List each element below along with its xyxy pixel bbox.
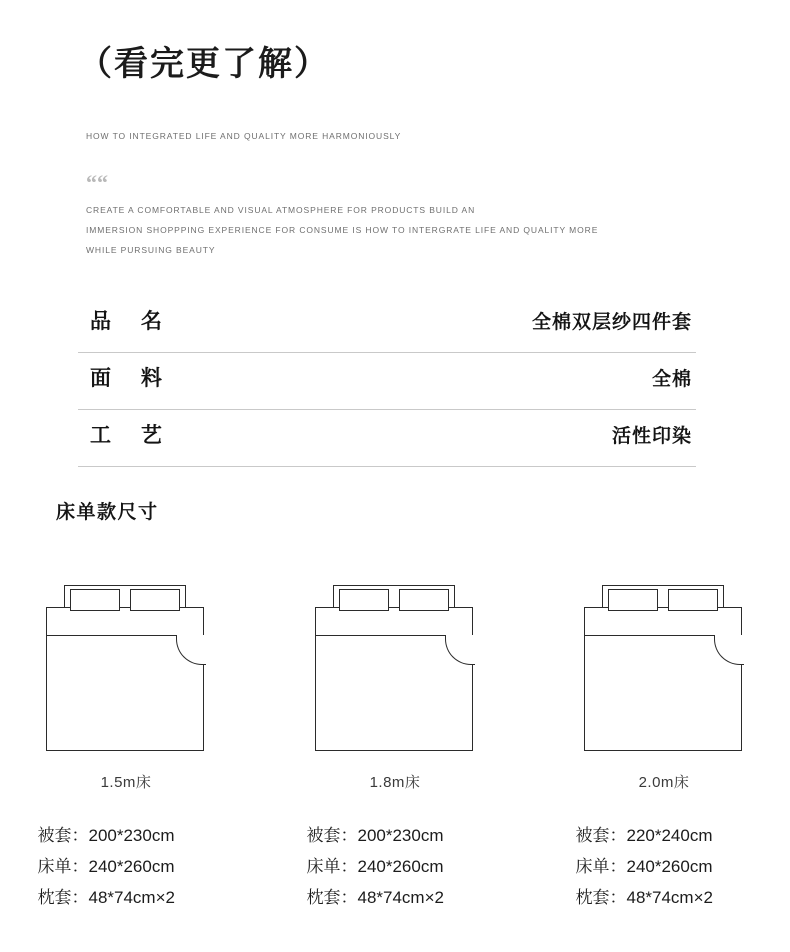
table-row bbox=[78, 296, 696, 353]
pillow-left-shape bbox=[70, 589, 120, 611]
table-row bbox=[78, 353, 696, 410]
bed-spec-line: 床单：240*260cm bbox=[575, 857, 713, 876]
spec-label: 工 艺 bbox=[90, 424, 174, 447]
spec-value: 全棉双层纱四件套 bbox=[531, 312, 692, 333]
sizes-section-title: 床单款尺寸 bbox=[56, 502, 159, 523]
bed-illustration-icon bbox=[46, 575, 206, 755]
quote-line: IMMERSION SHOPPPING EXPERIENCE FOR CONSUME IS HOW TO INTERGRATE LIFE AND QUALITY MORE bbox=[86, 225, 599, 235]
bed-illustration-icon bbox=[315, 575, 475, 755]
pillow-right-shape bbox=[668, 589, 718, 611]
table-row bbox=[78, 410, 696, 467]
bed-size-list bbox=[0, 575, 790, 913]
page-title: （看完更了解） bbox=[78, 45, 330, 83]
pillow-right-shape bbox=[130, 589, 180, 611]
list-item bbox=[34, 575, 219, 913]
page-subtitle-english: HOW TO INTEGRATED LIFE AND QUALITY MORE HARMONIOUSLY bbox=[86, 131, 402, 141]
bed-spec-line: 被套：200*230cm bbox=[37, 826, 175, 845]
pillow-left-shape bbox=[339, 589, 389, 611]
bed-spec-line: 枕套：48*74cm×2 bbox=[306, 888, 444, 907]
pillow-right-shape bbox=[399, 589, 449, 611]
spec-value: 活性印染 bbox=[611, 426, 692, 447]
list-item bbox=[572, 575, 757, 913]
spec-label: 品 名 bbox=[90, 310, 174, 333]
bed-spec-lines bbox=[303, 820, 444, 913]
bed-spec-line: 枕套：48*74cm×2 bbox=[575, 888, 713, 907]
spec-label: 面 料 bbox=[90, 367, 174, 390]
pillow-left-shape bbox=[608, 589, 658, 611]
bed-caption: 1.8m床 bbox=[369, 774, 421, 791]
bed-spec-lines bbox=[572, 820, 713, 913]
bed-spec-line: 被套：220*240cm bbox=[575, 826, 713, 845]
spec-value: 全棉 bbox=[651, 369, 692, 390]
bed-spec-line: 床单：240*260cm bbox=[37, 857, 175, 876]
quote-paragraph bbox=[86, 200, 598, 260]
bed-spec-line: 床单：240*260cm bbox=[306, 857, 444, 876]
bed-spec-line: 枕套：48*74cm×2 bbox=[37, 888, 175, 907]
bed-caption: 2.0m床 bbox=[638, 774, 690, 791]
list-item bbox=[303, 575, 488, 913]
bed-spec-line: 被套：200*230cm bbox=[306, 826, 444, 845]
bed-illustration-icon bbox=[584, 575, 744, 755]
specification-table bbox=[78, 296, 696, 467]
bed-spec-lines bbox=[34, 820, 175, 913]
quote-line: WHILE PURSUING BEAUTY bbox=[86, 245, 216, 255]
quote-line: CREATE A COMFORTABLE AND VISUAL ATMOSPHERE FOR PRODUCTS BUILD AN bbox=[86, 205, 476, 215]
bed-caption: 1.5m床 bbox=[100, 774, 152, 791]
quote-mark-icon: ““ bbox=[86, 170, 108, 195]
